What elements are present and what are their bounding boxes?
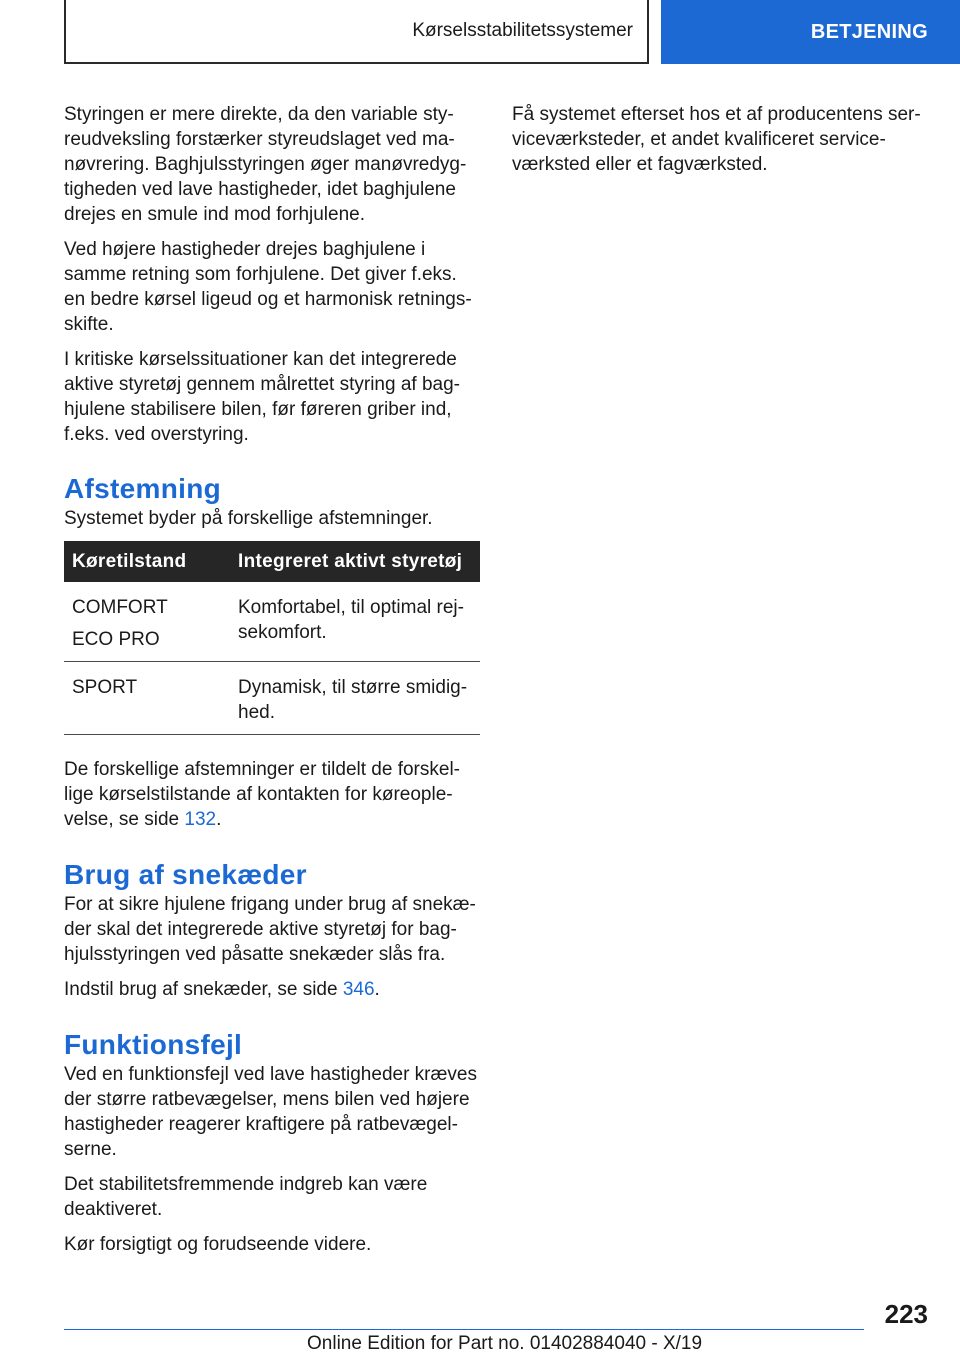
page-link-346[interactable]: 346	[342, 979, 375, 1000]
mode-sport: SPORT	[72, 677, 138, 698]
afstemning-intro: Systemet byder på forskellige afstemninger.	[64, 508, 433, 529]
mode-eco-pro: ECO PRO	[72, 629, 160, 650]
funktionsfejl-paragraph-3: Kør forsigtigt og forudseende videre.	[64, 1234, 372, 1255]
heading-funktionsfejl: Funktionsfejl	[64, 1029, 243, 1060]
modes-table	[64, 541, 480, 735]
right-column	[512, 102, 930, 187]
funktionsfejl-paragraph-2: Det stabilitetsfremmende indgreb kan være deaktiveret.	[64, 1174, 428, 1220]
table-header-steering: Integreret aktivt styretøj	[230, 541, 480, 582]
funktionsfejl-paragraph-1: Ved en funktionsfejl ved lave hastigheder kræves der større ratbevægelser, mens bilen ved højere hastigheder reagerer kraftigere på ratbevægel- serne.	[64, 1064, 477, 1160]
intro-paragraph-1: Styringen er mere direkte, da den variable sty- reudveksling forstærker styreudslaget ved ma- nøvrering. Baghjulsstyringen øger manøvredyg- tigheden ved lave hastigheder, idet baghjulene drejes en smule ind mod forhjulene.	[64, 104, 467, 225]
afstemning-after-text-end: .	[216, 809, 222, 830]
snekaeder-text: For at sikre hjulene frigang under brug af snekæ- der skal det integrerede aktive styretøj for bag- hjulsstyringen ved påsatte snekæder slås fra.	[64, 894, 476, 965]
afstemning-after-text-body: De forskellige afstemninger er tildelt de forskel- lige kørselstilstande af kontakten for køreople- velse, se side	[64, 759, 461, 830]
table-header-row	[64, 541, 480, 582]
header-section-title: Kørselsstabilitetssystemer	[64, 0, 649, 64]
snekaeder-setting-end: .	[374, 979, 380, 1000]
snekaeder-setting-body: Indstil brug af snekæder, se side	[64, 979, 343, 1000]
heading-afstemning: Afstemning	[64, 473, 221, 504]
mode-comfort: COMFORT	[72, 597, 168, 618]
table-cell-description: Komfortabel, til optimal rej- sekomfort.	[230, 582, 480, 662]
table-cell-description: Dynamisk, til større smidig- hed.	[230, 662, 480, 735]
table-header-mode: Køretilstand	[64, 541, 230, 582]
table-row	[64, 582, 480, 662]
footer-divider	[64, 1329, 864, 1330]
intro-paragraph-2: Ved højere hastigheder drejes baghjulene i samme retning som forhjulene. Det giver f.eks. en bedre kørsel ligeud og et harmonisk retnings- skifte.	[64, 239, 472, 335]
service-paragraph: Få systemet efterset hos et af producentens ser- viceværksteder, et andet kvalificeret service- værksted eller et fagværksted.	[512, 104, 921, 175]
table-cell-mode	[64, 662, 230, 735]
page-number: 223	[884, 1299, 928, 1329]
footer-edition: Online Edition for Part no. 01402884040 - X/19	[307, 1333, 703, 1354]
header-chapter-tab: BETJENING	[661, 0, 960, 64]
afstemning-after-text	[64, 757, 480, 832]
heading-snekaeder: Brug af snekæder	[64, 859, 307, 890]
left-column	[64, 102, 480, 1267]
intro-paragraph-3: I kritiske kørselssituationer kan det integrerede aktive styretøj gennem målrettet styring af bag- hjulene stabilisere bilen, før føreren griber ind, f.eks. ved overstyring.	[64, 349, 460, 445]
table-row	[64, 662, 480, 735]
snekaeder-setting	[64, 977, 480, 1002]
page-link-132[interactable]: 132	[184, 809, 217, 830]
table-cell-mode	[64, 582, 230, 662]
